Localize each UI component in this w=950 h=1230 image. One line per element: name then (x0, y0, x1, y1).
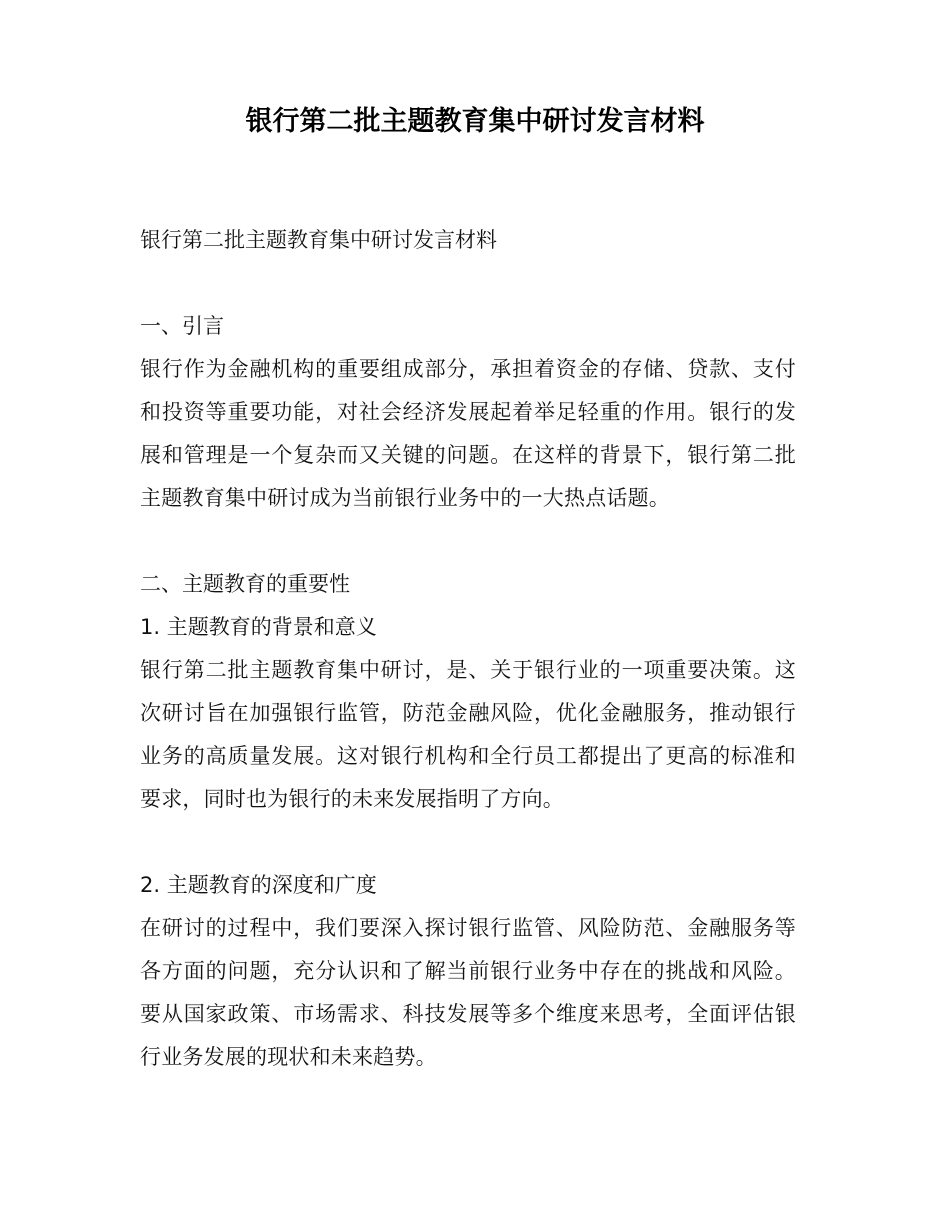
spacer (140, 520, 796, 563)
section-heading-importance: 二、主题教育的重要性 (140, 572, 350, 596)
spacer (140, 262, 796, 305)
section-heading-introduction: 一、引言 (140, 314, 224, 338)
subheading-depth-breadth: 2. 主题教育的深度和广度 (140, 873, 377, 897)
paragraph-depth-breadth: 在研讨的过程中，我们要深入探讨银行监管、风险防范、金融服务等各方面的问题，充分认识和了解当前银行业务中存在的挑战和风险。要从国家政策、市场需求、科技发展等多个维度来思考，全面评估银行业务发展的现状和未来趋势。 (140, 916, 796, 1069)
document-title: 银行第二批主题教育集中研讨发言材料 (245, 106, 705, 137)
spacer (140, 821, 796, 864)
paragraph-background-meaning: 银行第二批主题教育集中研讨，是、关于银行业的一项重要决策。这次研讨旨在加强银行监管，防范金融风险，优化金融服务，推动银行业务的高质量发展。这对银行机构和全行员工都提出了更高的标准和要求，同时也为银行的未来发展指明了方向。 (140, 658, 796, 811)
paragraph-introduction: 银行作为金融机构的重要组成部分，承担着资金的存储、贷款、支付和投资等重要功能，对社会经济发展起着举足轻重的作用。银行的发展和管理是一个复杂而又关键的问题。在这样的背景下，银行第二批主题教育集中研讨成为当前银行业务中的一大热点话题。 (140, 357, 796, 510)
document-subtitle: 银行第二批主题教育集中研讨发言材料 (140, 228, 497, 252)
subheading-background-meaning: 1. 主题教育的背景和意义 (140, 615, 377, 639)
document-body (140, 219, 796, 1079)
